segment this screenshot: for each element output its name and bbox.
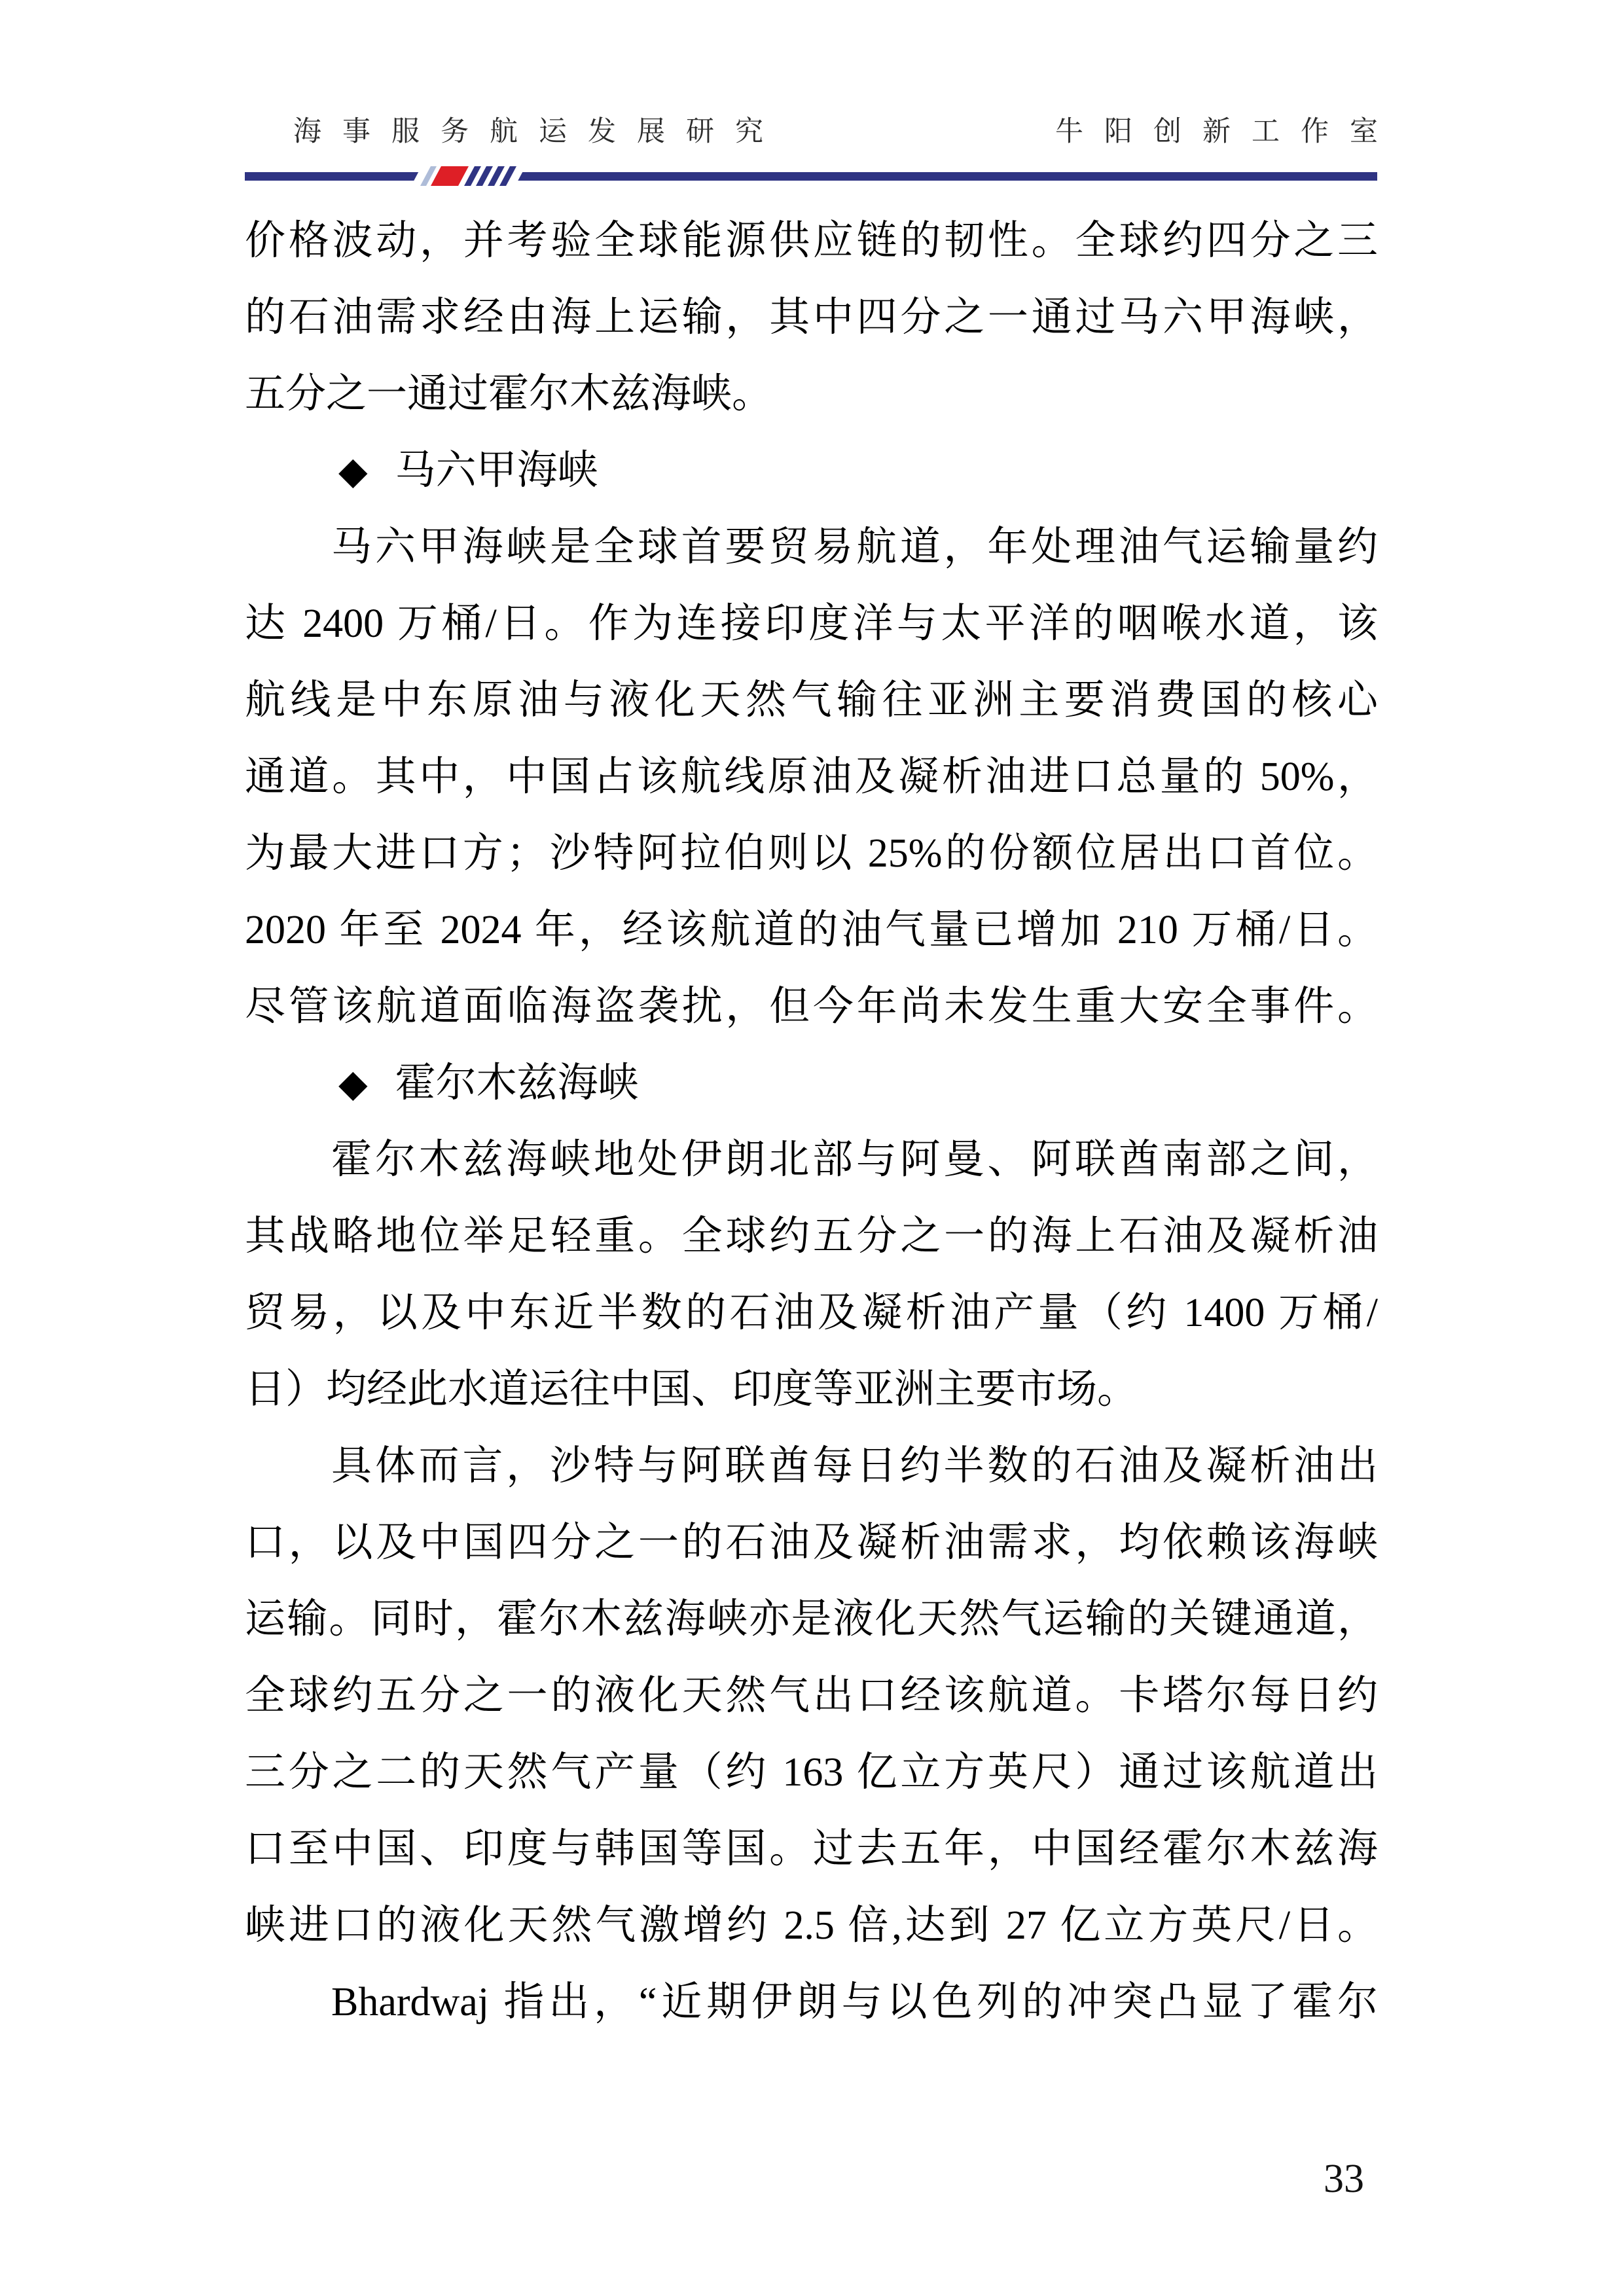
text-line: 具体而言，沙特与阿联酋每日约半数的石油及凝析油出 xyxy=(331,1444,1378,1488)
body-text xyxy=(245,203,1378,2041)
text-line: 通道。其中，中国占该航线原油及凝析油进口总量的 50%， xyxy=(245,755,1378,799)
text-line: 价格波动，并考验全球能源供应链的韧性。全球约四分之三 xyxy=(245,219,1378,263)
text-line: 日）均经此水道运往中国、印度等亚洲主要市场。 xyxy=(245,1367,1138,1412)
text-line: 口，以及中国四分之一的石油及凝析油需求，均依赖该海峡 xyxy=(245,1520,1378,1565)
text-line: 口至中国、印度与韩国等国。过去五年，中国经霍尔木兹海 xyxy=(245,1827,1378,1871)
diamond-bullet-icon: ◆ xyxy=(338,448,368,493)
page-number: 33 xyxy=(1324,2157,1364,2201)
text-line: 达 2400 万桶/日。作为连接印度洋与太平洋的咽喉水道，该 xyxy=(245,601,1378,646)
divider-accent xyxy=(411,166,526,186)
text-line: 马六甲海峡是全球首要贸易航道，年处理油气运输量约 xyxy=(331,525,1378,569)
header-divider-bar xyxy=(245,172,1377,181)
text-line: Bhardwaj 指出，“近期伊朗与以色列的冲突凸显了霍尔 xyxy=(331,1980,1378,2024)
text-line: 尽管该航道面临海盗袭扰，但今年尚未发生重大安全事件。 xyxy=(245,984,1378,1029)
header-left-title: 海事服务航运发展研究 xyxy=(293,117,784,147)
text-line: 航线是中东原油与液化天然气输往亚洲主要消费国的核心 xyxy=(245,678,1378,723)
divider-accent-stripe-red xyxy=(431,166,469,186)
text-line: 五分之一通过霍尔木兹海峡。 xyxy=(245,372,773,416)
text-line: 其战略地位举足轻重。全球约五分之一的海上石油及凝析油 xyxy=(245,1214,1378,1259)
text-line: 贸易，以及中东近半数的石油及凝析油产量（约 1400 万桶/ xyxy=(245,1291,1378,1335)
bullet-heading-line xyxy=(245,1045,1378,1122)
text-line: 三分之二的天然气产量（约 163 亿立方英尺）通过该航道出 xyxy=(245,1750,1378,1795)
text-line: 为最大进口方；沙特阿拉伯则以 25%的份额位居出口首位。 xyxy=(245,831,1378,876)
bullet-heading-label: 霍尔木兹海峡 xyxy=(395,1061,639,1105)
text-line: 2020 年至 2024 年，经该航道的油气量已增加 210 万桶/日。 xyxy=(245,908,1378,952)
text-line: 霍尔木兹海峡地处伊朗北部与阿曼、阿联酋南部之间， xyxy=(331,1138,1378,1182)
bullet-heading-line xyxy=(245,433,1378,509)
text-line: 的石油需求经由海上运输，其中四分之一通过马六甲海峡， xyxy=(245,295,1378,340)
header-right-title: 牛阳创新工作室 xyxy=(1055,117,1399,147)
bullet-heading-label: 马六甲海峡 xyxy=(395,448,598,493)
text-line: 运输。同时，霍尔木兹海峡亦是液化天然气运输的关键通道， xyxy=(245,1597,1378,1641)
diamond-bullet-icon: ◆ xyxy=(338,1061,368,1105)
text-line: 全球约五分之一的液化天然气出口经该航道。卡塔尔每日约 xyxy=(245,1674,1378,1718)
text-line: 峡进口的液化天然气激增约 2.5 倍,达到 27 亿立方英尺/日。 xyxy=(245,1903,1378,1948)
